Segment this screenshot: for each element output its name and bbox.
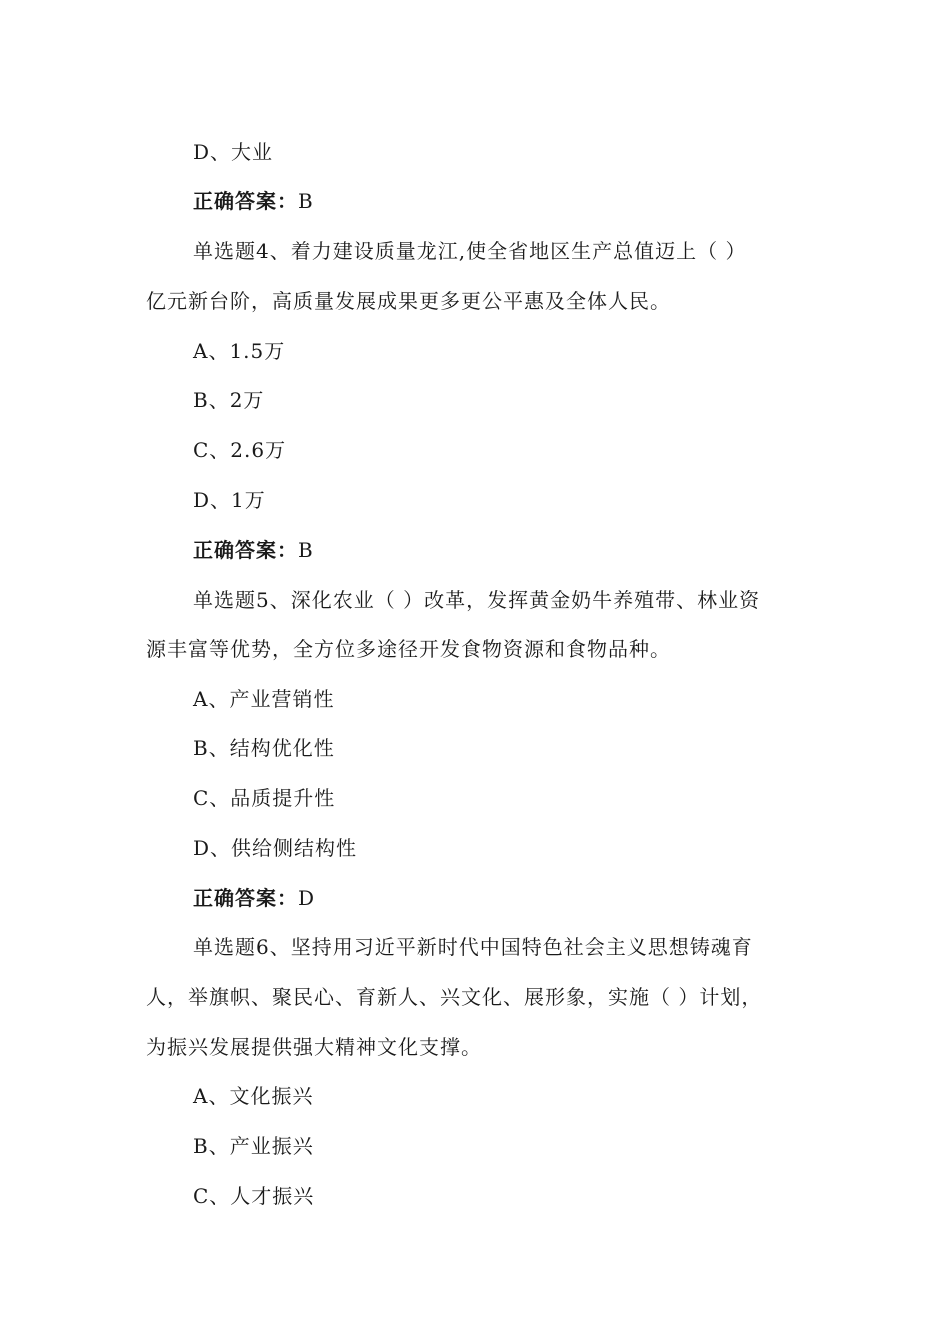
q4-option-b: B、2万 [193,388,265,412]
q4-answer-value: B [298,538,314,562]
q5-answer-label: 正确答案： [193,886,298,910]
q4-answer-label: 正确答案： [193,538,298,562]
q3-answer-value: B [298,189,314,213]
q5-option-b: B、结构优化性 [193,736,335,760]
q4-stem-line1: 单选题4、着力建设质量龙江,使全省地区生产总值迈上（ ） [193,239,747,263]
q5-stem-line2: 源丰富等优势，全方位多途径开发食物资源和食物品种。 [146,637,671,661]
q4-option-d: D、1万 [193,488,266,512]
q4-option-a: A、1.5万 [193,339,286,363]
q6-stem-line3: 为振兴发展提供强大精神文化支撑。 [146,1035,482,1059]
q4-option-c: C、2.6万 [193,438,287,462]
q3-answer [193,188,314,214]
q6-stem-line1: 单选题6、坚持用习近平新时代中国特色社会主义思想铸魂育 [193,935,753,959]
q3-answer-label: 正确答案： [193,189,298,213]
q6-stem-line2: 人，举旗帜、聚民心、育新人、兴文化、展形象，实施（ ）计划， [146,985,763,1009]
q5-answer-value: D [298,886,316,910]
q6-option-b: B、产业振兴 [193,1134,314,1158]
q5-option-d: D、供给侧结构性 [193,836,358,860]
q5-option-a: A、产业营销性 [193,687,335,711]
q6-option-a: A、文化振兴 [193,1084,314,1108]
q5-stem-line1: 单选题5、深化农业（ ）改革，发挥黄金奶牛养殖带、林业资 [193,588,761,612]
q5-option-c: C、品质提升性 [193,786,336,810]
q4-stem-line2: 亿元新台阶，高质量发展成果更多更公平惠及全体人民。 [146,289,671,313]
q3-option-d: D、大业 [193,140,274,164]
q5-answer [193,885,315,911]
q4-answer [193,537,314,563]
q6-option-c: C、人才振兴 [193,1184,315,1208]
